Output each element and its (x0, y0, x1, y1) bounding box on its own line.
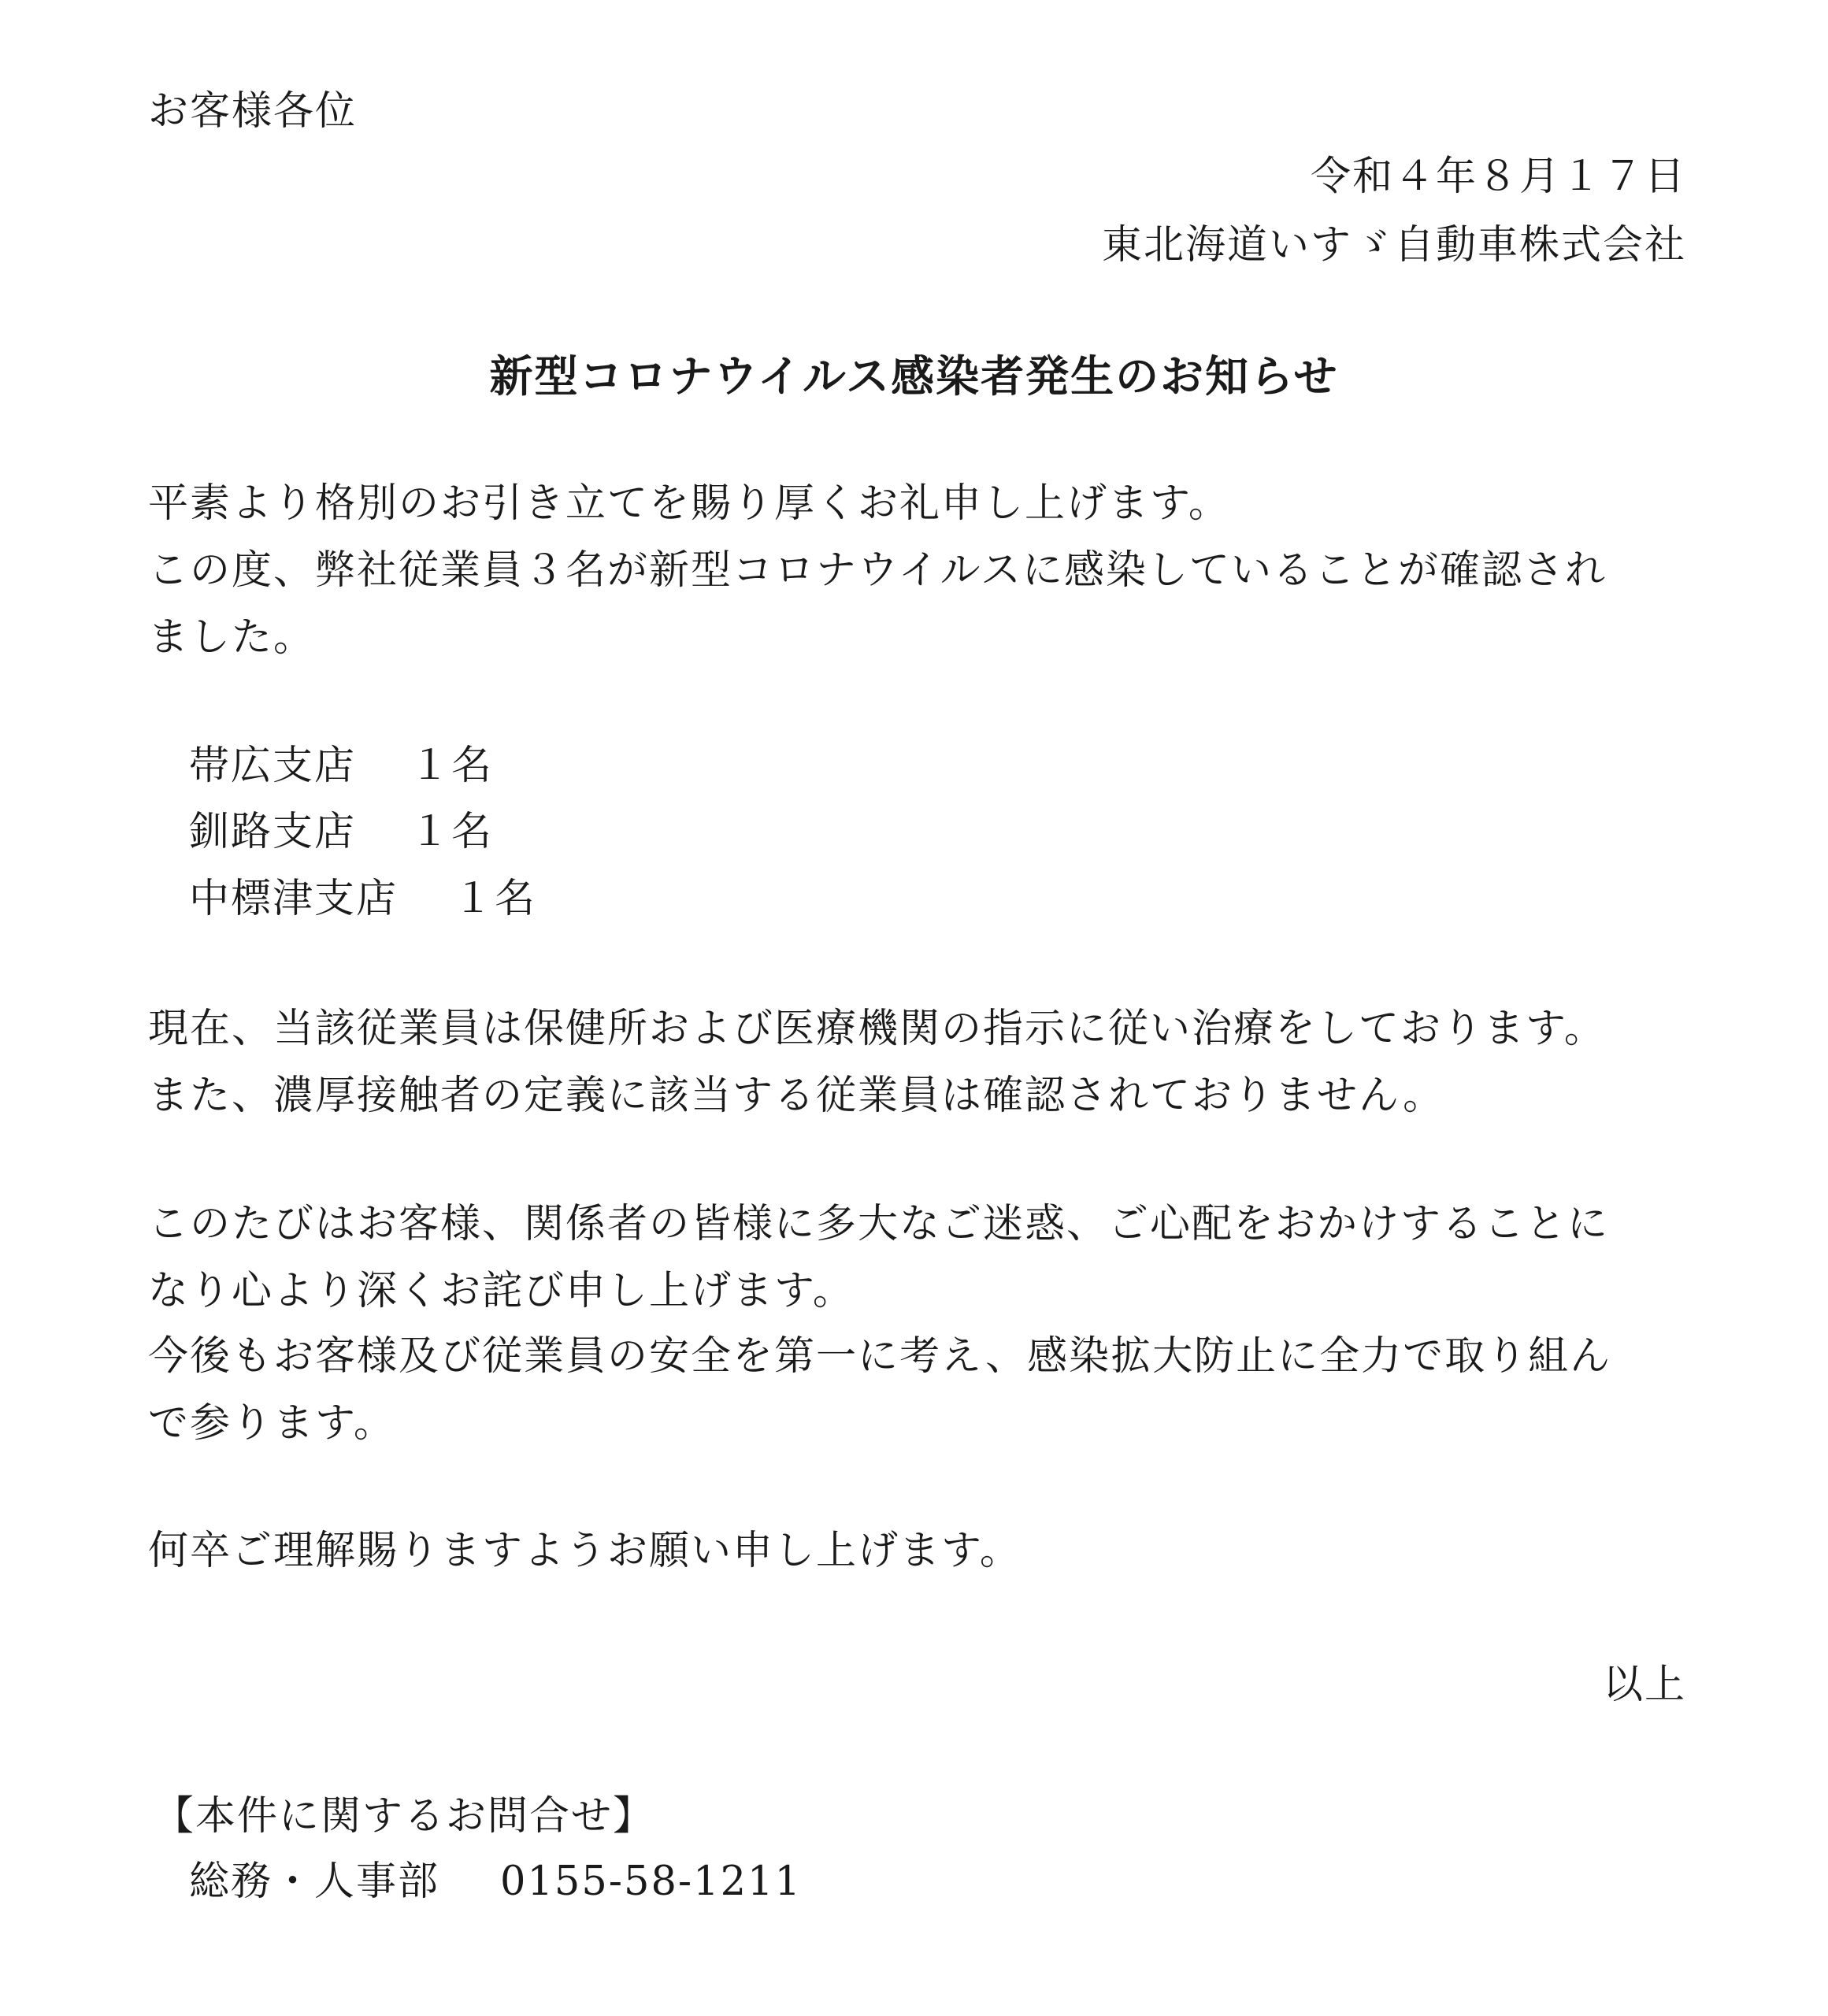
closing: 以上 (1602, 1662, 1686, 1708)
request-line: 何卒ご理解賜りますようお願い申し上げます。 (148, 1528, 1022, 1574)
branch-name: 帯広支店 (189, 743, 357, 789)
paragraph-line: なり心より深くお詫び申し上げます。 (148, 1268, 855, 1314)
company-name: 東北海道いすゞ自動車株式会社 (1101, 222, 1686, 269)
paragraph-line: ました。 (148, 614, 316, 661)
addressee: お客様各位 (148, 88, 358, 135)
branch-name: 釧路支店 (189, 809, 357, 855)
paragraph-line: で参ります。 (148, 1400, 395, 1447)
branch-count: １名 (410, 743, 494, 789)
date: 令和４年８月１７日 (1310, 154, 1686, 200)
paragraph-line: この度、弊社従業員３名が新型コロナウイルスに感染していることが確認され (148, 547, 1607, 594)
branch-count: １名 (410, 809, 494, 855)
branch-name: 中標津支店 (189, 876, 399, 922)
contact-line (189, 1858, 802, 1906)
paragraph-line: 平素より格別のお引き立てを賜り厚くお礼申し上げます。 (148, 480, 1230, 527)
branch-row (189, 809, 493, 856)
contact-department: 総務・人事部 (189, 1858, 440, 1905)
paragraph-line: このたびはお客様、関係者の皆様に多大なご迷惑、ご心配をおかけすることに (148, 1201, 1610, 1247)
paragraph-line: 現在、当該従業員は保健所および医療機関の指示に従い治療をしております。 (148, 1006, 1606, 1052)
notice-title: 新型コロナウイルス感染者発生のお知らせ (489, 351, 1339, 402)
contact-heading: 【本件に関するお問合せ】 (154, 1793, 655, 1840)
contact-phone: 0155-58-1211 (500, 1858, 802, 1905)
paragraph-line: 今後もお客様及び従業員の安全を第一に考え、感染拡大防止に全力で取り組ん (148, 1333, 1612, 1380)
paragraph-line: また、濃厚接触者の定義に該当する従業員は確認されておりません。 (148, 1073, 1445, 1119)
branch-row (189, 876, 536, 923)
branch-row (189, 743, 493, 790)
branch-count: １名 (453, 876, 537, 922)
